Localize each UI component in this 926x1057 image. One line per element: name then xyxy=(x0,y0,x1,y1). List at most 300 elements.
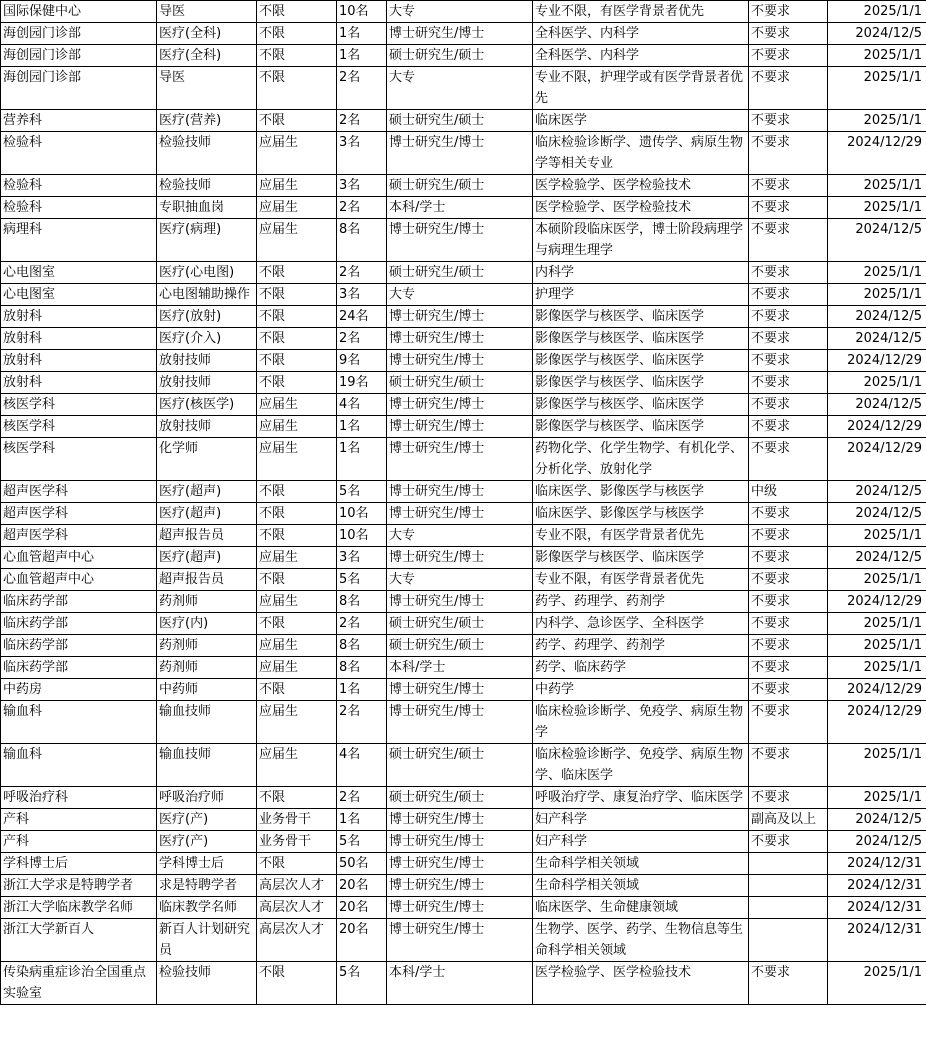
major-cell: 本硕阶段临床医学，博士阶段病理学与病理生理学 xyxy=(533,219,749,262)
title-cell: 不要求 xyxy=(749,175,828,197)
major-cell: 妇产科学 xyxy=(533,809,749,831)
degree-cell: 博士研究生/博士 xyxy=(387,809,533,831)
title-cell: 不要求 xyxy=(749,657,828,679)
table-row xyxy=(1,262,926,284)
major-cell: 药学、药理学、药剂学 xyxy=(533,591,749,613)
type-cell: 应届生 xyxy=(257,416,337,438)
degree-cell: 博士研究生/博士 xyxy=(387,503,533,525)
date-cell: 2024/12/29 xyxy=(828,438,926,481)
count-cell: 2名 xyxy=(337,701,387,744)
position-cell: 医疗(核医学) xyxy=(157,394,257,416)
title-cell: 不要求 xyxy=(749,372,828,394)
position-cell: 临床教学名师 xyxy=(157,897,257,919)
title-cell: 不要求 xyxy=(749,547,828,569)
dept-cell: 检验科 xyxy=(1,175,157,197)
major-cell: 药学、临床药学 xyxy=(533,657,749,679)
date-cell: 2025/1/1 xyxy=(828,635,926,657)
major-cell: 影像医学与核医学、临床医学 xyxy=(533,328,749,350)
degree-cell: 硕士研究生/硕士 xyxy=(387,744,533,787)
title-cell xyxy=(749,919,828,962)
count-cell: 5名 xyxy=(337,481,387,503)
degree-cell: 硕士研究生/硕士 xyxy=(387,635,533,657)
title-cell: 不要求 xyxy=(749,306,828,328)
major-cell: 护理学 xyxy=(533,284,749,306)
type-cell: 应届生 xyxy=(257,591,337,613)
type-cell: 不限 xyxy=(257,853,337,875)
degree-cell: 博士研究生/博士 xyxy=(387,831,533,853)
dept-cell: 临床药学部 xyxy=(1,635,157,657)
date-cell: 2025/1/1 xyxy=(828,525,926,547)
degree-cell: 博士研究生/博士 xyxy=(387,416,533,438)
table-body xyxy=(1,1,926,1005)
dept-cell: 浙江大学临床教学名师 xyxy=(1,897,157,919)
dept-cell: 放射科 xyxy=(1,350,157,372)
date-cell: 2025/1/1 xyxy=(828,110,926,132)
date-cell: 2025/1/1 xyxy=(828,45,926,67)
table-row xyxy=(1,45,926,67)
type-cell: 高层次人才 xyxy=(257,897,337,919)
type-cell: 不限 xyxy=(257,350,337,372)
table-row xyxy=(1,306,926,328)
position-cell: 医疗(病理) xyxy=(157,219,257,262)
degree-cell: 大专 xyxy=(387,1,533,23)
count-cell: 4名 xyxy=(337,744,387,787)
degree-cell: 本科/学士 xyxy=(387,657,533,679)
position-cell: 药剂师 xyxy=(157,591,257,613)
title-cell: 不要求 xyxy=(749,197,828,219)
date-cell: 2024/12/5 xyxy=(828,831,926,853)
type-cell: 不限 xyxy=(257,569,337,591)
major-cell: 内科学 xyxy=(533,262,749,284)
title-cell: 不要求 xyxy=(749,635,828,657)
date-cell: 2025/1/1 xyxy=(828,787,926,809)
date-cell: 2024/12/29 xyxy=(828,350,926,372)
count-cell: 20名 xyxy=(337,897,387,919)
degree-cell: 博士研究生/博士 xyxy=(387,394,533,416)
table-row xyxy=(1,394,926,416)
count-cell: 2名 xyxy=(337,110,387,132)
dept-cell: 心血管超声中心 xyxy=(1,547,157,569)
table-row xyxy=(1,481,926,503)
title-cell xyxy=(749,897,828,919)
type-cell: 高层次人才 xyxy=(257,919,337,962)
position-cell: 呼吸治疗师 xyxy=(157,787,257,809)
major-cell: 中药学 xyxy=(533,679,749,701)
dept-cell: 浙江大学求是特聘学者 xyxy=(1,875,157,897)
dept-cell: 核医学科 xyxy=(1,438,157,481)
table-row xyxy=(1,613,926,635)
table-row xyxy=(1,809,926,831)
type-cell: 应届生 xyxy=(257,438,337,481)
position-cell: 超声报告员 xyxy=(157,569,257,591)
position-cell: 检验技师 xyxy=(157,175,257,197)
count-cell: 24名 xyxy=(337,306,387,328)
table-row xyxy=(1,197,926,219)
position-cell: 求是特聘学者 xyxy=(157,875,257,897)
degree-cell: 硕士研究生/硕士 xyxy=(387,175,533,197)
date-cell: 2025/1/1 xyxy=(828,197,926,219)
count-cell: 1名 xyxy=(337,23,387,45)
count-cell: 5名 xyxy=(337,831,387,853)
position-cell: 化学师 xyxy=(157,438,257,481)
date-cell: 2024/12/5 xyxy=(828,328,926,350)
type-cell: 应届生 xyxy=(257,175,337,197)
type-cell: 不限 xyxy=(257,284,337,306)
major-cell: 临床医学 xyxy=(533,110,749,132)
type-cell: 不限 xyxy=(257,679,337,701)
count-cell: 2名 xyxy=(337,262,387,284)
date-cell: 2024/12/31 xyxy=(828,875,926,897)
major-cell: 临床医学、影像医学与核医学 xyxy=(533,503,749,525)
table-row xyxy=(1,23,926,45)
major-cell: 专业不限，有医学背景者优先 xyxy=(533,1,749,23)
type-cell: 应届生 xyxy=(257,547,337,569)
type-cell: 不限 xyxy=(257,110,337,132)
dept-cell: 海创园门诊部 xyxy=(1,67,157,110)
title-cell: 不要求 xyxy=(749,569,828,591)
title-cell: 不要求 xyxy=(749,45,828,67)
title-cell: 不要求 xyxy=(749,219,828,262)
count-cell: 3名 xyxy=(337,132,387,175)
date-cell: 2025/1/1 xyxy=(828,1,926,23)
title-cell: 不要求 xyxy=(749,962,828,1005)
degree-cell: 博士研究生/博士 xyxy=(387,547,533,569)
type-cell: 应届生 xyxy=(257,394,337,416)
degree-cell: 博士研究生/博士 xyxy=(387,591,533,613)
count-cell: 3名 xyxy=(337,175,387,197)
type-cell: 不限 xyxy=(257,787,337,809)
position-cell: 检验技师 xyxy=(157,132,257,175)
type-cell: 高层次人才 xyxy=(257,875,337,897)
major-cell: 临床医学、生命健康领域 xyxy=(533,897,749,919)
dept-cell: 放射科 xyxy=(1,306,157,328)
dept-cell: 呼吸治疗科 xyxy=(1,787,157,809)
date-cell: 2025/1/1 xyxy=(828,262,926,284)
title-cell: 副高及以上 xyxy=(749,809,828,831)
position-cell: 导医 xyxy=(157,1,257,23)
date-cell: 2024/12/5 xyxy=(828,394,926,416)
date-cell: 2024/12/5 xyxy=(828,219,926,262)
position-cell: 检验技师 xyxy=(157,962,257,1005)
degree-cell: 硕士研究生/硕士 xyxy=(387,787,533,809)
table-row xyxy=(1,372,926,394)
count-cell: 3名 xyxy=(337,284,387,306)
major-cell: 生命科学相关领域 xyxy=(533,875,749,897)
date-cell: 2025/1/1 xyxy=(828,372,926,394)
position-cell: 医疗(内) xyxy=(157,613,257,635)
major-cell: 全科医学、内科学 xyxy=(533,45,749,67)
table-row xyxy=(1,1,926,23)
dept-cell: 国际保健中心 xyxy=(1,1,157,23)
position-cell: 放射技师 xyxy=(157,350,257,372)
title-cell: 不要求 xyxy=(749,787,828,809)
degree-cell: 硕士研究生/硕士 xyxy=(387,262,533,284)
degree-cell: 博士研究生/博士 xyxy=(387,897,533,919)
dept-cell: 检验科 xyxy=(1,132,157,175)
dept-cell: 临床药学部 xyxy=(1,591,157,613)
type-cell: 不限 xyxy=(257,372,337,394)
major-cell: 药物化学、化学生物学、有机化学、分析化学、放射化学 xyxy=(533,438,749,481)
major-cell: 临床检验诊断学、遗传学、病原生物学等相关专业 xyxy=(533,132,749,175)
major-cell: 呼吸治疗学、康复治疗学、临床医学 xyxy=(533,787,749,809)
title-cell: 不要求 xyxy=(749,328,828,350)
title-cell: 不要求 xyxy=(749,679,828,701)
title-cell: 不要求 xyxy=(749,613,828,635)
table-row xyxy=(1,831,926,853)
count-cell: 9名 xyxy=(337,350,387,372)
table-row xyxy=(1,328,926,350)
position-cell: 专职抽血岗 xyxy=(157,197,257,219)
degree-cell: 大专 xyxy=(387,525,533,547)
date-cell: 2024/12/5 xyxy=(828,809,926,831)
degree-cell: 博士研究生/博士 xyxy=(387,23,533,45)
degree-cell: 博士研究生/博士 xyxy=(387,679,533,701)
title-cell: 不要求 xyxy=(749,350,828,372)
major-cell: 影像医学与核医学、临床医学 xyxy=(533,416,749,438)
table-row xyxy=(1,132,926,175)
dept-cell: 浙江大学新百人 xyxy=(1,919,157,962)
dept-cell: 心电图室 xyxy=(1,262,157,284)
degree-cell: 博士研究生/博士 xyxy=(387,438,533,481)
major-cell: 临床检验诊断学、免疫学、病原生物学、临床医学 xyxy=(533,744,749,787)
count-cell: 10名 xyxy=(337,1,387,23)
type-cell: 应届生 xyxy=(257,657,337,679)
title-cell xyxy=(749,875,828,897)
title-cell: 不要求 xyxy=(749,701,828,744)
type-cell: 应届生 xyxy=(257,132,337,175)
date-cell: 2025/1/1 xyxy=(828,744,926,787)
table-row xyxy=(1,875,926,897)
title-cell: 不要求 xyxy=(749,438,828,481)
type-cell: 不限 xyxy=(257,962,337,1005)
major-cell: 生物学、医学、药学、生物信息等生命科学相关领域 xyxy=(533,919,749,962)
major-cell: 专业不限，有医学背景者优先 xyxy=(533,569,749,591)
type-cell: 不限 xyxy=(257,525,337,547)
count-cell: 1名 xyxy=(337,679,387,701)
dept-cell: 心血管超声中心 xyxy=(1,569,157,591)
type-cell: 不限 xyxy=(257,328,337,350)
date-cell: 2025/1/1 xyxy=(828,569,926,591)
dept-cell: 输血科 xyxy=(1,744,157,787)
major-cell: 临床医学、影像医学与核医学 xyxy=(533,481,749,503)
major-cell: 影像医学与核医学、临床医学 xyxy=(533,306,749,328)
date-cell: 2024/12/5 xyxy=(828,503,926,525)
title-cell: 不要求 xyxy=(749,284,828,306)
degree-cell: 博士研究生/博士 xyxy=(387,350,533,372)
position-cell: 学科博士后 xyxy=(157,853,257,875)
title-cell: 不要求 xyxy=(749,262,828,284)
major-cell: 全科医学、内科学 xyxy=(533,23,749,45)
date-cell: 2024/12/29 xyxy=(828,679,926,701)
type-cell: 应届生 xyxy=(257,635,337,657)
table-row xyxy=(1,284,926,306)
dept-cell: 心电图室 xyxy=(1,284,157,306)
dept-cell: 中药房 xyxy=(1,679,157,701)
dept-cell: 放射科 xyxy=(1,372,157,394)
position-cell: 医疗(全科) xyxy=(157,23,257,45)
type-cell: 不限 xyxy=(257,306,337,328)
position-cell: 放射技师 xyxy=(157,372,257,394)
count-cell: 5名 xyxy=(337,569,387,591)
date-cell: 2024/12/5 xyxy=(828,23,926,45)
dept-cell: 超声医学科 xyxy=(1,481,157,503)
type-cell: 不限 xyxy=(257,481,337,503)
count-cell: 1名 xyxy=(337,45,387,67)
position-cell: 药剂师 xyxy=(157,657,257,679)
position-cell: 导医 xyxy=(157,67,257,110)
type-cell: 业务骨干 xyxy=(257,831,337,853)
table-row xyxy=(1,525,926,547)
date-cell: 2025/1/1 xyxy=(828,67,926,110)
date-cell: 2024/12/5 xyxy=(828,481,926,503)
dept-cell: 传染病重症诊治全国重点实验室 xyxy=(1,962,157,1005)
count-cell: 1名 xyxy=(337,438,387,481)
type-cell: 业务骨干 xyxy=(257,809,337,831)
position-cell: 输血技师 xyxy=(157,744,257,787)
title-cell: 不要求 xyxy=(749,503,828,525)
table-row xyxy=(1,657,926,679)
dept-cell: 放射科 xyxy=(1,328,157,350)
degree-cell: 硕士研究生/硕士 xyxy=(387,372,533,394)
dept-cell: 核医学科 xyxy=(1,394,157,416)
position-cell: 医疗(超声) xyxy=(157,547,257,569)
degree-cell: 博士研究生/博士 xyxy=(387,328,533,350)
major-cell: 临床检验诊断学、免疫学、病原生物学 xyxy=(533,701,749,744)
count-cell: 1名 xyxy=(337,809,387,831)
degree-cell: 本科/学士 xyxy=(387,962,533,1005)
count-cell: 3名 xyxy=(337,547,387,569)
degree-cell: 博士研究生/博士 xyxy=(387,919,533,962)
type-cell: 应届生 xyxy=(257,197,337,219)
table-row xyxy=(1,853,926,875)
degree-cell: 博士研究生/博士 xyxy=(387,306,533,328)
type-cell: 不限 xyxy=(257,45,337,67)
position-cell: 医疗(放射) xyxy=(157,306,257,328)
dept-cell: 临床药学部 xyxy=(1,657,157,679)
title-cell: 不要求 xyxy=(749,831,828,853)
degree-cell: 博士研究生/博士 xyxy=(387,132,533,175)
degree-cell: 博士研究生/博士 xyxy=(387,701,533,744)
date-cell: 2024/12/31 xyxy=(828,919,926,962)
title-cell: 不要求 xyxy=(749,744,828,787)
type-cell: 不限 xyxy=(257,67,337,110)
date-cell: 2024/12/5 xyxy=(828,547,926,569)
position-cell: 超声报告员 xyxy=(157,525,257,547)
date-cell: 2024/12/29 xyxy=(828,132,926,175)
table-row xyxy=(1,679,926,701)
count-cell: 2名 xyxy=(337,67,387,110)
dept-cell: 超声医学科 xyxy=(1,503,157,525)
table-row xyxy=(1,569,926,591)
count-cell: 10名 xyxy=(337,525,387,547)
count-cell: 19名 xyxy=(337,372,387,394)
major-cell: 影像医学与核医学、临床医学 xyxy=(533,350,749,372)
dept-cell: 检验科 xyxy=(1,197,157,219)
dept-cell: 核医学科 xyxy=(1,416,157,438)
date-cell: 2024/12/31 xyxy=(828,897,926,919)
type-cell: 不限 xyxy=(257,23,337,45)
title-cell: 不要求 xyxy=(749,110,828,132)
table-row xyxy=(1,547,926,569)
major-cell: 生命科学相关领域 xyxy=(533,853,749,875)
title-cell: 不要求 xyxy=(749,67,828,110)
dept-cell: 临床药学部 xyxy=(1,613,157,635)
title-cell: 不要求 xyxy=(749,394,828,416)
date-cell: 2025/1/1 xyxy=(828,962,926,1005)
count-cell: 2名 xyxy=(337,613,387,635)
count-cell: 1名 xyxy=(337,416,387,438)
dept-cell: 病理科 xyxy=(1,219,157,262)
degree-cell: 博士研究生/博士 xyxy=(387,853,533,875)
table-row xyxy=(1,416,926,438)
title-cell: 不要求 xyxy=(749,23,828,45)
table-row xyxy=(1,787,926,809)
table-row xyxy=(1,897,926,919)
date-cell: 2025/1/1 xyxy=(828,613,926,635)
position-cell: 医疗(超声) xyxy=(157,503,257,525)
title-cell xyxy=(749,853,828,875)
count-cell: 10名 xyxy=(337,503,387,525)
count-cell: 8名 xyxy=(337,657,387,679)
table-row xyxy=(1,175,926,197)
count-cell: 2名 xyxy=(337,328,387,350)
count-cell: 8名 xyxy=(337,635,387,657)
dept-cell: 营养科 xyxy=(1,110,157,132)
major-cell: 药学、药理学、药剂学 xyxy=(533,635,749,657)
table-row xyxy=(1,919,926,962)
type-cell: 不限 xyxy=(257,503,337,525)
position-cell: 医疗(全科) xyxy=(157,45,257,67)
position-cell: 放射技师 xyxy=(157,416,257,438)
title-cell: 不要求 xyxy=(749,1,828,23)
degree-cell: 博士研究生/博士 xyxy=(387,875,533,897)
position-cell: 医疗(心电图) xyxy=(157,262,257,284)
type-cell: 应届生 xyxy=(257,744,337,787)
degree-cell: 大专 xyxy=(387,569,533,591)
table-row xyxy=(1,701,926,744)
date-cell: 2025/1/1 xyxy=(828,175,926,197)
degree-cell: 大专 xyxy=(387,284,533,306)
table-row xyxy=(1,744,926,787)
dept-cell: 海创园门诊部 xyxy=(1,45,157,67)
major-cell: 医学检验学、医学检验技术 xyxy=(533,175,749,197)
count-cell: 20名 xyxy=(337,875,387,897)
title-cell: 不要求 xyxy=(749,591,828,613)
degree-cell: 硕士研究生/硕士 xyxy=(387,613,533,635)
dept-cell: 超声医学科 xyxy=(1,525,157,547)
table-row xyxy=(1,350,926,372)
position-cell: 输血技师 xyxy=(157,701,257,744)
position-cell: 医疗(介入) xyxy=(157,328,257,350)
position-cell: 医疗(超声) xyxy=(157,481,257,503)
position-cell: 中药师 xyxy=(157,679,257,701)
position-cell: 新百人计划研究员 xyxy=(157,919,257,962)
type-cell: 不限 xyxy=(257,262,337,284)
major-cell: 影像医学与核医学、临床医学 xyxy=(533,372,749,394)
date-cell: 2024/12/29 xyxy=(828,591,926,613)
table-row xyxy=(1,219,926,262)
table-row xyxy=(1,503,926,525)
position-cell: 心电图辅助操作 xyxy=(157,284,257,306)
major-cell: 妇产科学 xyxy=(533,831,749,853)
degree-cell: 博士研究生/博士 xyxy=(387,481,533,503)
degree-cell: 博士研究生/博士 xyxy=(387,219,533,262)
title-cell: 不要求 xyxy=(749,132,828,175)
count-cell: 4名 xyxy=(337,394,387,416)
type-cell: 应届生 xyxy=(257,219,337,262)
date-cell: 2024/12/29 xyxy=(828,701,926,744)
table-row xyxy=(1,962,926,1005)
